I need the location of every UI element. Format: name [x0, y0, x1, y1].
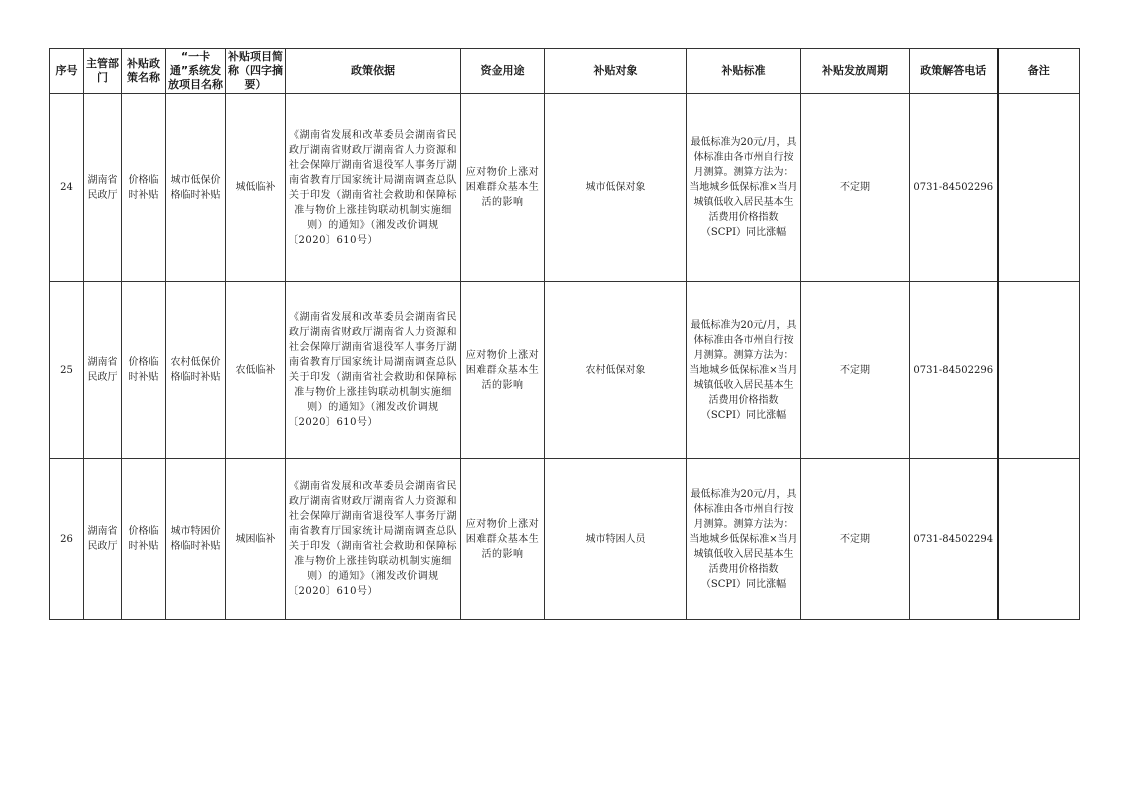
cell-phone: 0731-84502296 — [910, 94, 998, 282]
header-dept: 主管部门 — [84, 49, 122, 94]
cell-card-name: 城市特困价格临时补贴 — [166, 459, 226, 620]
cell-short-name: 城低临补 — [226, 94, 286, 282]
table-row — [50, 459, 1080, 620]
cell-card-name: 农村低保价格临时补贴 — [166, 282, 226, 459]
header-purpose: 资金用途 — [461, 49, 545, 94]
header-standard: 补贴标准 — [687, 49, 801, 94]
header-seq: 序号 — [50, 49, 84, 94]
cell-card-name: 城市低保价格临时补贴 — [166, 94, 226, 282]
document-page — [49, 48, 1080, 620]
cell-remark — [998, 459, 1080, 620]
header-phone: 政策解答电话 — [910, 49, 998, 94]
cell-short-name: 城困临补 — [226, 459, 286, 620]
header-basis: 政策依据 — [286, 49, 461, 94]
cell-seq: 24 — [50, 94, 84, 282]
cell-basis: 《湖南省发展和改革委员会湖南省民政厅湖南省财政厅湖南省人力资源和社会保障厅湖南省退役军人事务厅湖南省教育厅国家统计局湖南调查总队关于印发（湖南省社会救助和保障标准与物价上涨挂钩联动机制实施细则）的通知》（湘发改价调规〔2020〕610号） — [286, 459, 461, 620]
cell-seq: 26 — [50, 459, 84, 620]
cell-basis: 《湖南省发展和改革委员会湖南省民政厅湖南省财政厅湖南省人力资源和社会保障厅湖南省退役军人事务厅湖南省教育厅国家统计局湖南调查总队关于印发（湖南省社会救助和保障标准与物价上涨挂钩联动机制实施细则）的通知》（湘发改价调规〔2020〕610号） — [286, 94, 461, 282]
cell-purpose: 应对物价上涨对困难群众基本生活的影响 — [461, 94, 545, 282]
cell-short-name: 农低临补 — [226, 282, 286, 459]
cell-dept: 湖南省民政厅 — [84, 459, 122, 620]
cell-target: 城市低保对象 — [545, 94, 687, 282]
cell-period: 不定期 — [801, 459, 910, 620]
cell-dept: 湖南省民政厅 — [84, 282, 122, 459]
cell-dept: 湖南省民政厅 — [84, 94, 122, 282]
cell-target: 城市特困人员 — [545, 459, 687, 620]
cell-target: 农村低保对象 — [545, 282, 687, 459]
header-short-name: 补贴项目简称（四字摘要） — [226, 49, 286, 94]
table-row — [50, 282, 1080, 459]
header-target: 补贴对象 — [545, 49, 687, 94]
header-policy-name: 补贴政策名称 — [122, 49, 166, 94]
cell-standard: 最低标准为20元/月，具体标准由各市州自行按月测算。测算方法为：当地城乡低保标准×当月城镇低收入居民基本生活费用价格指数（SCPI）同比涨幅 — [687, 282, 801, 459]
cell-purpose: 应对物价上涨对困难群众基本生活的影响 — [461, 282, 545, 459]
cell-purpose: 应对物价上涨对困难群众基本生活的影响 — [461, 459, 545, 620]
cell-policy-name: 价格临时补贴 — [122, 459, 166, 620]
cell-basis: 《湖南省发展和改革委员会湖南省民政厅湖南省财政厅湖南省人力资源和社会保障厅湖南省退役军人事务厅湖南省教育厅国家统计局湖南调查总队关于印发（湖南省社会救助和保障标准与物价上涨挂钩联动机制实施细则）的通知》（湘发改价调规〔2020〕610号） — [286, 282, 461, 459]
cell-policy-name: 价格临时补贴 — [122, 282, 166, 459]
cell-phone: 0731-84502294 — [910, 459, 998, 620]
table-header-row — [50, 49, 1080, 94]
cell-remark — [998, 94, 1080, 282]
subsidy-table — [49, 48, 1080, 620]
cell-remark — [998, 282, 1080, 459]
cell-period: 不定期 — [801, 94, 910, 282]
cell-policy-name: 价格临时补贴 — [122, 94, 166, 282]
header-period: 补贴发放周期 — [801, 49, 910, 94]
cell-seq: 25 — [50, 282, 84, 459]
cell-standard: 最低标准为20元/月，具体标准由各市州自行按月测算。测算方法为：当地城乡低保标准×当月城镇低收入居民基本生活费用价格指数（SCPI）同比涨幅 — [687, 94, 801, 282]
cell-standard: 最低标准为20元/月，具体标准由各市州自行按月测算。测算方法为：当地城乡低保标准×当月城镇低收入居民基本生活费用价格指数（SCPI）同比涨幅 — [687, 459, 801, 620]
header-card-name: “一卡通”系统发放项目名称 — [166, 49, 226, 94]
cell-phone: 0731-84502296 — [910, 282, 998, 459]
table-row — [50, 94, 1080, 282]
cell-period: 不定期 — [801, 282, 910, 459]
header-remark: 备注 — [998, 49, 1080, 94]
